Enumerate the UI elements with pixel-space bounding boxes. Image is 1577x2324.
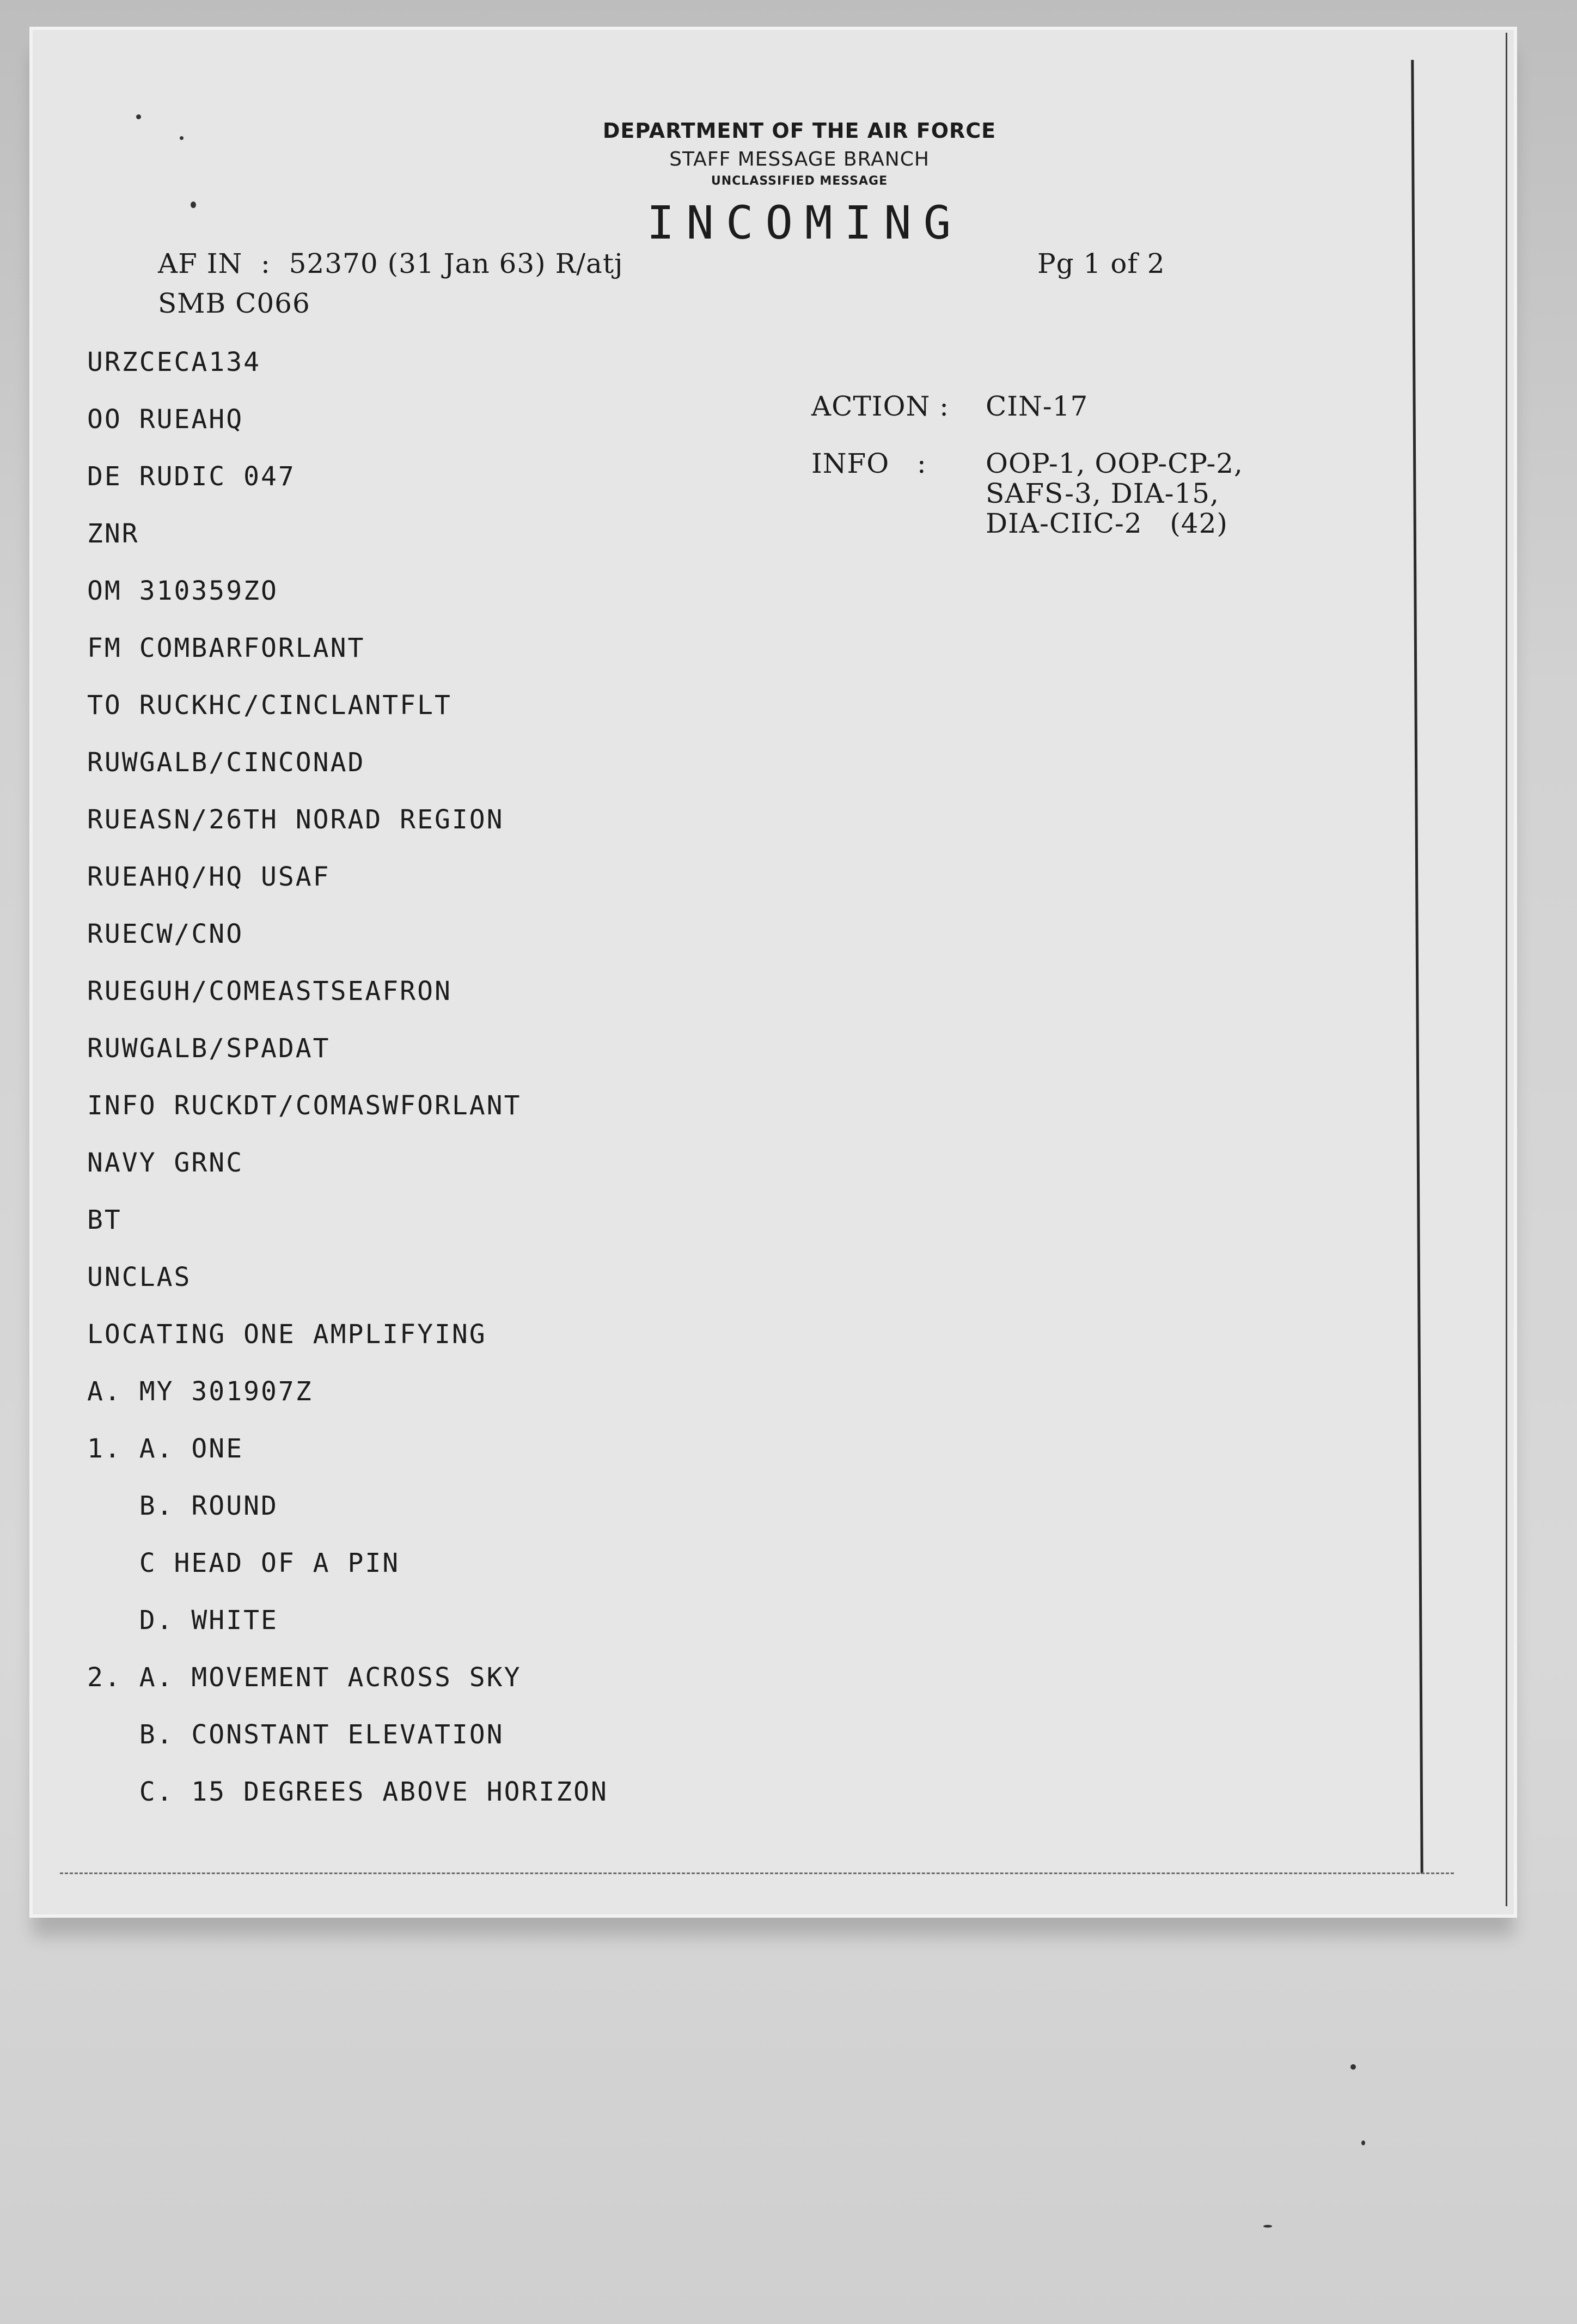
scan-speck xyxy=(1350,2064,1356,2070)
message-line: RUEASN/26TH NORAD REGION xyxy=(87,804,504,835)
message-line: C HEAD OF A PIN xyxy=(87,1548,400,1578)
form-edge-rule xyxy=(1506,33,1507,1906)
info-line-1: OOP-1, OOP-CP-2, xyxy=(986,448,1243,479)
department-heading: DEPARTMENT OF THE AIR FORCE xyxy=(602,119,997,143)
message-line: 2. A. MOVEMENT ACROSS SKY xyxy=(87,1662,522,1693)
message-line: BT xyxy=(87,1205,122,1235)
page-title: INCOMING xyxy=(646,196,963,249)
info-label: INFO : xyxy=(811,448,927,479)
message-line: C. 15 DEGREES ABOVE HORIZON xyxy=(87,1777,608,1807)
form-bottom-rule xyxy=(60,1872,1454,1874)
scan-speck xyxy=(1361,2140,1365,2145)
message-line: LOCATING ONE AMPLIFYING xyxy=(87,1319,487,1350)
message-line: INFO RUCKDT/COMASWFORLANT xyxy=(87,1090,522,1121)
message-line: UNCLAS xyxy=(87,1262,192,1292)
message-line: B. ROUND xyxy=(87,1491,278,1521)
message-line: NAVY GRNC xyxy=(87,1148,244,1178)
branch-heading: STAFF MESSAGE BRANCH xyxy=(669,148,930,170)
message-line: B. CONSTANT ELEVATION xyxy=(87,1719,504,1750)
message-line: RUECW/CNO xyxy=(87,919,244,949)
page-indicator: Pg 1 of 2 xyxy=(1037,248,1165,279)
message-line: DE RUDIC 047 xyxy=(87,461,296,492)
info-line-2: SAFS-3, DIA-15, xyxy=(986,478,1219,509)
message-line: D. WHITE xyxy=(87,1605,278,1636)
message-line: RUEGUH/COMEASTSEAFRON xyxy=(87,976,452,1007)
message-line: RUWGALB/CINCONAD xyxy=(87,747,365,778)
smb-reference: SMB C066 xyxy=(158,288,310,319)
message-line: A. MY 301907Z xyxy=(87,1376,313,1407)
message-line: FM COMBARFORLANT xyxy=(87,633,365,663)
message-line: 1. A. ONE xyxy=(87,1434,244,1464)
info-line-3: DIA-CIIC-2 (42) xyxy=(986,508,1228,539)
message-line: RUEAHQ/HQ USAF xyxy=(87,862,331,892)
scan-speck xyxy=(136,114,141,119)
message-line: TO RUCKHC/CINCLANTFLT xyxy=(87,690,452,721)
action-label: ACTION : xyxy=(811,391,949,422)
scan-speck xyxy=(1263,2225,1272,2228)
message-line: URZCECA134 xyxy=(87,347,261,377)
action-value: CIN-17 xyxy=(986,391,1089,422)
af-in-reference: AF IN : 52370 (31 Jan 63) R/atj xyxy=(158,248,624,279)
message-line: OM 310359ZO xyxy=(87,576,278,606)
scan-speck xyxy=(191,202,196,208)
classification-note: UNCLASSIFIED MESSAGE xyxy=(711,174,888,188)
scan-speck xyxy=(180,136,184,140)
message-line: RUWGALB/SPADAT xyxy=(87,1033,331,1064)
message-line: ZNR xyxy=(87,519,139,549)
message-line: OO RUEAHQ xyxy=(87,404,244,435)
